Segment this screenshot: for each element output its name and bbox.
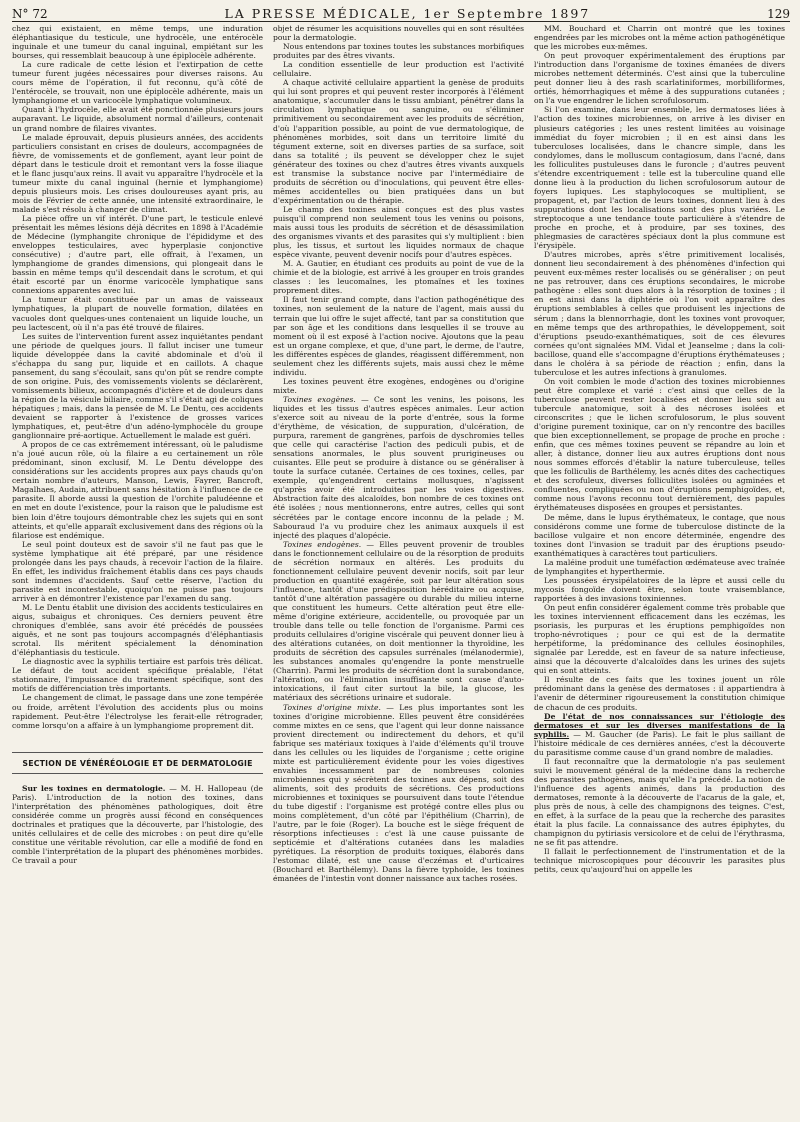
- subheading: Toxines endogènes.: [283, 539, 362, 549]
- article-text: — M. Gaucher (de Paris). Le fait le plus saillant de l'histoire médicale de ces dernières années, c'est la découverte du parasitisme comme cause d'un grand nombre de maladies.: [534, 729, 785, 757]
- paragraph: D'autres microbes, après s'être primitivement localisés, donnent lieu secondairement à des phénomènes d'infection qui peuvent eux-mêmes rester localisés ou se généraliser ; on peut ne pas retrouver, dans ces éruptions secondaires, le microbe pathogène : elles sont dues alors à la résorption de toxines ; il en est ainsi dans la diphtérie où l'on voit apparaître des éruptions semblables à celles que produisent les injections de sérum ; dans la blennorrhagie, dont les toxines vont provoquer, en même temps que des arthropathies, le développement, soit d'éruptions pseudo-exanthématiques, soit de ces élevures cornées qu'ont signalées MM. Vidal et Jeanselme ; dans la coli-bacillose, quand elle s'accompagne d'éruptions érythémateuses ; dans le choléra à sa période de réaction ; enfin, dans la tuberculose et les autres infections à granulomes.: [534, 250, 785, 377]
- paragraph: On peut provoquer expérimentalement des éruptions par l'introduction dans l'organisme de toxines émanées de divers microbes nettement déterminés. C'est ainsi que la tuberculine peut donner lieu à des rash scarlatiniformes, morbilliformes, ortiés, hémorrhagiques et même à des suppurations cutanées ; on l'a vue engendrer le lichen scrofulosorum.: [534, 51, 785, 106]
- paragraph: Les suites de l'intervention furent assez inquiétantes pendant une période de quelques jours. Il fallut inciser une tumeur liquide développée dans la cavité abdominale et d'où il s'échappa du sang pur, liquide et en caillots. A chaque pansement, du sang s'écoulait, sans qu'on pût se rendre compte de son origine. Puis, des vomissements violents se déclarèrent, vomissements bilieux, accompagnés d'ictère et de douleurs dans la région de la vésicule biliaire, comme s'il s'était agi de coliques hépatiques ; mais, dans la pensée de M. Le Dentu, ces accidents devaient se rapporter à l'existence de grosses varices lymphatiques, et, peut-être d'un adéno-lymphocèle du groupe ganglionnaire pré-aortique. Actuellement le malade est guéri.: [12, 331, 263, 441]
- paragraph: MM. Bouchard et Charrin ont montré que les toxines engendrées par les microbes ont la même action pathogénétique que les microbes eux-mêmes.: [534, 24, 785, 52]
- article-text: — M. H. Hallopeau (de Paris). L'introduction de la notion des toxines, dans l'interprétation des phénomènes pathologiques, doit être considérée comme un progrès aussi fécond en conséquences doctrinales et pratiques que la découverte, par l'histologie, des unités cellulaires et de celle des microbes : on peut dire qu'elle constitue une véritable révolution, car elle a modifié de fond en comble l'interprétation de la plupart des phénomènes morbides. Ce travail a pour: [12, 783, 263, 866]
- paragraph: La condition essentielle de leur production est l'activité cellulaire.: [273, 60, 524, 79]
- page-number: 129: [767, 7, 790, 21]
- paragraph: [12, 784, 263, 865]
- article-columns: [12, 24, 790, 1118]
- paragraph: Il résulte de ces faits que les toxines jouent un rôle prédominant dans la genèse des dermatoses : il appartiendra à l'avenir de déterminer rigoureusement la constitution chimique de chacun de ces produits.: [534, 675, 785, 712]
- subheading: Toxines exogènes.: [283, 394, 356, 404]
- journal-title: LA PRESSE MÉDICALE, 1er Septembre 1897: [224, 6, 591, 21]
- section-heading: SECTION DE VÉNÉRÉOLOGIE ET DE DERMATOLOGIE: [12, 752, 263, 774]
- issue-number: N° 72: [12, 7, 48, 21]
- paragraph: Nous entendons par toxines toutes les substances morbifiques produites par des êtres vivants.: [273, 42, 524, 61]
- paragraph: Le seul point douteux est de savoir s'il ne faut pas que le système lymphatique ait été préparé, par une résidence prolongée dans les pays chauds, à recevoir l'action de la filaire. En effet, les individus fraîchement établis dans ces pays chauds sont indemnes d'accidents. Sauf cette réserve, l'action du parasite est incontestable, quoiqu'on ne puisse pas toujours arriver à en démontrer l'existence par l'examen du sang.: [12, 539, 263, 603]
- paragraph: Le changement de climat, le passage dans une zone tempérée ou froide, arrêtent l'évolution des accidents plus ou moins rapidement. Peut-être l'électrolyse les ferait-elle rétrograder, comme lorsqu'on a affaire à un lymphangiome proprement dit.: [12, 693, 263, 730]
- paragraph: chez qui existaient, en même temps, une induration éléphantiasique du testicule, une hydrocèle, une entérocèle inguinale et une tumeur du canal inguinal, empiétant sur les bourses, qui ressemblait beaucoup à une épiplocèle adhérente.: [12, 24, 263, 61]
- paragraph: A propos de ce cas extrêmement intéressant, où le paludisme n'a joué aucun rôle, où la filaire a eu certainement un rôle prédominant, sinon exclusif, M. Le Dentu développe des considérations sur les accidents propres aux pays chauds qu'on certain nombre d'auteurs, Manson, Lewis, Fayrer, Bancroft, Magalhaes, Audain, attribuent sans hésitation à l'influence de ce parasite. Il aborde aussi la question de l'orchite paludéenne et en met en doute l'existence, pour la raison que le paludisme est bien loin d'être toujours démontrable chez les sujets qui en sont atteints, et qu'elle apparaît exclusivement dans des régions où la filariose est endémique.: [12, 440, 263, 540]
- paragraph: On peut enfin considérer également comme très probable que les toxines interviennent efficacement dans les eczémas, les psoriasis, les purpuras et les éruptions pemphigoïdes non tropho-névrotiques ; pour ce qui est de la dermatite herpétiforme, la prédominance des cellules éosinophiles, signalée par Leredde, est en faveur de sa nature infectieuse, ainsi que la découverte d'alcaloïdes dans les urines des sujets qui en sont atteints.: [534, 603, 785, 676]
- column-left: [12, 24, 263, 1118]
- paragraph: [273, 395, 524, 540]
- paragraph: La tumeur était constituée par un amas de vaisseaux lymphatiques, la plupart de nouvelle formation, dilatées en vacuoles dont quelques-unes contenaient un liquide louche, un peu lactescent, où il n'a pas été trouvé de filaires.: [12, 295, 263, 332]
- paragraph: objet de résumer les acquisitions nouvelles qui en sont résultées pour la dermatologie.: [273, 24, 524, 43]
- paragraph: M. A. Gautier, en étudiant ces produits au point de vue de la chimie et de la biologie, est arrivé à les grouper en trois grandes classes : les leucomaïnes, les ptomaïnes et les toxines proprement dites.: [273, 259, 524, 296]
- paragraph: Les toxines peuvent être exogènes, endogènes ou d'origine mixte.: [273, 376, 524, 395]
- paragraph: Si l'on examine, dans leur ensemble, les dermatoses liées à l'action des toxines microbiennes, on arrive à les diviser en plusieurs catégories ; les unes restent limitées au voisinage immédiat du foyer microbien ; il en est ainsi dans les tuberculoses localisées, dans le chancre simple, dans les condylomes, dans le molluscum contagiosum, dans l'acné, dans les folliculites pustuleuses dans le furoncle ; d'autres peuvent s'étendre excentriquement : telle est la tuberculine quand elle donne lieu à la production du lichen scrofulosorum autour de foyers lupiques. Les staphylocoques se multiplient, se propagent, et, par l'action de leurs toxines, donnent lieu à des suppurations dont les localisations sont des plus variées. Le streptocoque a une tendance toute particulière à s'étendre de proche en proche, et à produire, par ses toxines, des phlegmasies de caractères spéciaux dont la plus commune est l'érysipèle.: [534, 105, 785, 251]
- page-header: [12, 0, 790, 22]
- paragraph: Quant à l'hydrocèle, elle avait été ponctionnée plusieurs jours auparavant. Le liquide, absolument normal d'ailleurs, contenait un grand nombre de filaires vivantes.: [12, 105, 263, 133]
- paragraph: Il faut tenir grand compte, dans l'action pathogénétique des toxines, non seulement de la nature de l'agent, mais aussi du terrain que lui offre le sujet affecté, tant par sa constitution que par son âge et les conditions dans lesquelles il se trouve au moment où il est exposé à l'action nocive. Ajoutons que la peau est un organe complexe, et que, d'une part, le derme, de l'autre, les différentes espèces de glandes, réagissent différemment, non seulement chez les différents sujets, mais aussi chez le même individu.: [273, 295, 524, 377]
- paragraph: M. Le Dentu établit une division des accidents testiculaires en aigus, subaigus et chroniques. Ces derniers peuvent être chroniques d'emblée, sans avoir été précédés de poussées aiguës, et ne sont pas toujours accompagnés d'éléphantiasis scrotal. Ils méritent spécialement la dénomination d'éléphantiasis du testicule.: [12, 603, 263, 658]
- paragraph: Les poussées érysipélatoires de la lèpre et aussi celle du mycosis fongoïde doivent être, selon toute vraisemblance, rapportées à des invasions toxiniennes.: [534, 575, 785, 603]
- paragraph: Il faut reconnaître que la dermatologie n'a pas seulement suivi le mouvement général de la médecine dans la recherche des parasites pathogènes, mais qu'elle l'a précédé. La notion de l'influence des agents animés, dans la production des dermatoses, remonte à la découverte de l'acarus de la gale, et, plus près de nous, à celle des champignons des teignes. C'est, en effet, à la surface de la peau que la recherche des parasites était la plus facile. La connaissance des autres épiphytes, du champignon du pytiriasis versicolore et de celui de l'érythrasma, ne se fit pas attendre.: [534, 756, 785, 848]
- paragraph: Le malade éprouvait, depuis plusieurs années, des accidents particuliers consistant en crises de douleurs, accompagnées de fièvre, de vomissements et de gonflement, ayant leur point de départ dans le testicule droit et remontant vers la fosse iliaque et le flanc jusqu'aux reins. Il avait vu apparaître l'hydrocèle et la tumeur mixte du canal inguinal (hernie et lymphangiome) depuis plusieurs mois. Les crises douloureuses ayant pris, au mois de Février de cette année, une intensité extraordinaire, le malade s'est résolu à changer de climat.: [12, 132, 263, 214]
- column-right: [534, 24, 785, 1118]
- paragraph: La pièce offre un vif intérêt. D'une part, le testicule enlevé présentait les mêmes lésions déjà décrites en 1898 à l'Académie de Médecine (lymphangite chronique de l'épididyme et des enveloppes testiculaires, avec hyperplasie conjonctive consécutive) ; d'autre part, elle offrait, à l'examen, un lymphangiome de grandes dimensions, qui plongeait dans le bassin en même temps qu'il descendait dans le scrotum, et qui était escorté par un énorme varicocèle lymphatique sans connexions apparentes avec lui.: [12, 213, 263, 296]
- paragraph-text: — Ce sont les venins, les poisons, les liquides et les tissus d'autres espèces animales. Leur action s'exerce soit au niveau de la porte d'entrée, sous la forme d'érythème, de vésication, de suppuration, d'ulcération, de purpura, rarement de gangrènes, parfois de dyschromies telles que celle qui caractérise l'action des pediculi pubis, et de sensations anormales, le plus souvent prurigineuses ou cuisantes. Elle peut se produire à distance ou se généraliser à toute la surface cutanée. Certaines de ces toxines, celles, par exemple, qu'engendrent certains mollusques, n'agissent qu'après avoir été introduites par les voies digestives. Abstraction faite des alcaloïdes, bon nombre de ces toxines ont été isolées ; nous mentionnerons, entre autres, celles qui sont sécrétées par le contage encore inconnu de la pelade ; M. Sabouraud l'a vu produire chez les animaux auxquels il est injecté des plaques d'alopécie.: [273, 394, 524, 540]
- subheading: Toxines d'origine mixte.: [283, 702, 381, 712]
- paragraph: La maléine produit une tuméfaction œdémateuse avec traînée de lymphangites et hyperthermie.: [534, 557, 785, 576]
- paragraph: [273, 540, 524, 703]
- paragraph: Le diagnostic avec la syphilis tertiaire est parfois très délicat. Le défaut de tout accident spécifique préalable, l'état stationnaire, l'impuissance du traitement spécifique, sont des motifs de différenciation très importants.: [12, 657, 263, 694]
- paragraph: [534, 712, 785, 757]
- paragraph: [273, 703, 524, 884]
- paragraph: A chaque activité cellulaire appartient la genèse de produits qui lui sont propres et qui peuvent rester incorporés à l'élément anatomique, s'accumuler dans le tissu ambiant, pénétrer dans la circulation lymphatique ou sanguine, ou s'éliminer primitivement ou secondairement avec les produits de sécrétion, d'où l'apparition possible, au point de vue dermatologique, de phénomènes morbides, soit dans un territoire limité du tégument externe, soit en diverses parties de sa surface, soit dans sa totalité ; ils peuvent se développer chez le sujet générateur des toxines ou chez d'autres êtres vivants auxquels est transmise la substance nocive par l'intermédiaire de produits de sécrétion ou d'inoculations, qui peuvent être elles-mêmes accidentelles ou bien pratiquées dans un but d'expérimentation ou de thérapie.: [273, 78, 524, 205]
- paragraph: De même, dans le lupus érythémateux, le contage, que nous considérons comme une forme de tuberculose distincte de la bacillose vulgaire et non encore déterminée, engendre des toxines dont l'invasion se traduit par des éruptions pseudo-exanthématiques à caractères tout particuliers.: [534, 512, 785, 558]
- article-lead: Sur les toxines en dermatologie.: [22, 783, 166, 793]
- paragraph-text: — Elles peuvent provenir de troubles dans le fonctionnement cellulaire ou de la résorption de produits de sécrétion normaux en altérés. Les produits du fonctionnement cellulaire peuvent devenir nocifs, soit par leur production en quantité exagérée, soit par leur altération sous l'influence, tantôt d'une prédisposition héréditaire ou acquise, tantôt d'une altération passagère ou durable du milieu interne que constituent les humeurs. Cette altération peut être elle-même d'origine extérieure, accidentelle, ou provoquée par un trouble dans telle ou telle fonction de l'organisme. Parmi ces produits cellulaires d'origine viscérale qui peuvent donner lieu à des altérations cutanées, on doit mentionner la thyroïdine, les produits de sécrétion des capsules surrénales (mélanodermie), les substances anomales qu'engendre la ponte menstruelle (Charrin). Parmi les produits de sécrétion dont la surabondance, l'altération, ou l'élimination insuffisante sont cause d'auto-intoxications, il faut citer surtout la bile, la glucose, les matériaux des sécrétions urinaire et sudorale.: [273, 539, 524, 703]
- paragraph: On voit combien le mode d'action des toxines microbiennes peut être complexe et varié : c'est ainsi que celles de la tuberculose peuvent rester localisées et donner lieu soit au tubercule anatomique, soit à des nécroses isolées et circonscrites ; que le lichen scrofulosorum, le plus souvent d'origine purement toxinique, car on n'y rencontre des bacilles que bien exceptionnellement, se propage de proche en proche : enfin, que ces mêmes toxines peuvent se répandre au loin et aller, à distance, donner lieu aux autres éruptions dont nous nous sommes efforcés d'établir la nature tuberculeuse, telles que les folliculis de Barthélemy, les acnés dites des cachectiques et des scrofuleux, diverses folliculites isolées ou agminées et confluentes, compliquées ou non d'éruptions pemphigoïdes, et, comme nous l'avons reconnu tout dernièrement, des papules érythémateuses disposées en groupes et persistantes.: [534, 376, 785, 513]
- article-lead: De l'état de nos connaissances sur l'étiologie des dermatoses et sur les diverses manifestations de la syphilis.: [534, 711, 785, 739]
- paragraph: Le champ des toxines ainsi conçues est des plus vastes puisqu'il comprend non seulement tous les venins ou poisons, mais aussi tous les produits de sécrétion et de désassimilation des organismes vivants et des parasites qui s'y multiplient : bien plus, les tissus, et surtout les liquides normaux de chaque espèce vivante, peuvent devenir nocifs pour d'autres espèces.: [273, 204, 524, 260]
- column-middle: [273, 24, 524, 1118]
- paragraph: Il fallait le perfectionnement de l'instrumentation et de la technique microscopiques pour découvrir les parasites plus petits, ceux qu'aujourd'hui on appelle les: [534, 847, 785, 875]
- paragraph-text: — Les plus importantes sont les toxines d'origine microbienne. Elles peuvent être considérées comme mixtes en ce sens, que l'agent qui leur donne naissance provient directement ou indirectement du dehors, et qu'il fabrique ses matériaux toxiques à l'aide d'éléments qu'il trouve dans les cellules ou les liquides de l'organisme ; cette origine mixte est particulièrement évidente pour les voies digestives envahies incessamment par de nombreuses colonies microbiennes qui y sécrètent des toxines aux dépens, soit des aliments, soit des produits de sécrétions. Ces productions microbiennes et toxiniques se poursuivent dans toute l'étendue du tube digestif : l'organisme est protégé contre elles plus ou moins complètement, d'un côté par l'épithélium (Charrin), de l'autre, par le foie (Roger). La bouche est le siège fréquent de résorptions infectieuses : c'est là une cause puissante de septicémie et d'altérations cutanées dans les maladies pyrétiques. La résorption de produits toxiques, élaborés dans l'estomac dilaté, est une cause d'eczémas et d'urticaires (Bouchard et Barthélemy). Dans la fièvre typhoïde, les toxines émanées de l'intestin vont donner naissance aux taches rosées.: [273, 702, 524, 884]
- paragraph: La cure radicale de cette lésion et l'extirpation de cette tumeur furent jugées nécessaires pour diverses raisons. Au cours même de l'opération, il fut reconnu, qu'à côté de l'entérocèle, se trouvait, non une épiplocèle adhérente, mais un lymphangiome et un varicocèle lymphatique volumineux.: [12, 60, 263, 106]
